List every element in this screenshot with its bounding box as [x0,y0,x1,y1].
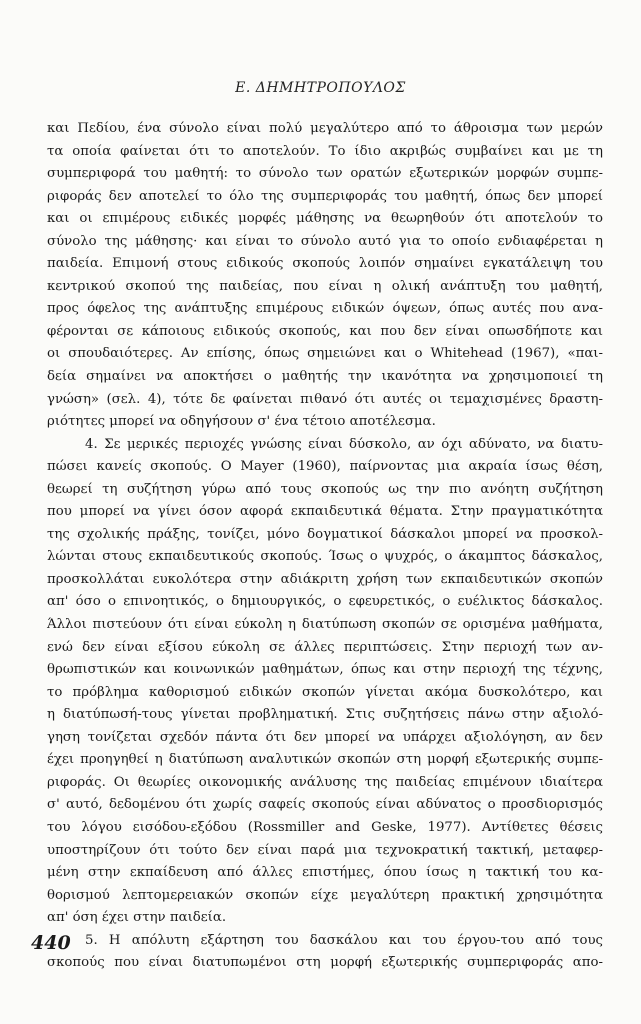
text-line: δεία σημαίνει να αποκτήσει ο μαθητής την ικανότητα να χρησιμοποιεί τη [47,369,603,385]
paragraph-start-line: 4. Σε μερικές περιοχές γνώσης είναι δύσκολο, αν όχι αδύνατο, να διατυ- [85,436,603,452]
text-line: γηση τονίζεται σχεδόν πάντα ότι δεν μπορεί να υπάρχει αξιολόγηση, αν δεν [47,729,603,745]
text-line: και Πεδίου, ένα σύνολο είναι πολύ μεγαλύτερο από το άθροισμα των μερών [47,121,603,136]
text-line: σύνολο της μάθησης· και είναι το σύνολο αυτό για το οποίο ενδιαφέρεται η [47,233,603,249]
text-line: απ' όσο ο επινοητικός, ο δημιουργικός, ο εφευρετικός, ο ευέλικτος δάσκαλος. [47,594,603,610]
text-line: τα οποία φαίνεται ότι το αποτελούν. Το ίδιο ακριβώς συμβαίνει και με τη [47,143,603,159]
text-line: ενώ δεν είναι εξίσου εύκολη σε άλλες περιπτώσεις. Στην περιοχή των αν- [47,639,603,655]
text-line: υποστηρίζουν ότι τούτο δεν είναι παρά μια τεχνοκρατική τακτική, μεταφερ- [47,842,603,858]
text-line: του λόγου εισόδου-εξόδου (Rossmiller and Geske, 1977). Αντίθετες θέσεις [47,819,603,835]
text-line: ριφοράς. Οι θεωρίες οικονομικής ανάλυσης της παιδείας επιμένουν ιδιαίτερα [47,774,603,790]
text-line: σκοπούς που είναι διατυπωμένοι στη μορφή εξωτερικής συμπεριφοράς απο- [47,955,603,971]
text-line: παιδεία. Επιμονή στους ειδικούς σκοπούς λοιπόν σημαίνει εγκατάλειψη του [47,256,603,272]
text-line: Άλλοι πιστεύουν ότι είναι εύκολη η διατύπωση σκοπών σε ορισμένα μαθήματα, [47,617,603,633]
text-line: θρωπιστικών και κοινωνικών μαθημάτων, όπως και στην περιοχή της τέχνης, [47,662,603,678]
paragraph-end-line: απ' όση έχει στην παιδεία. [47,910,227,926]
text-line: και οι επιμέρους ειδικές μορφές μάθησης να θεωρηθούν ότι αποτελούν το [47,211,603,227]
text-line: συμπεριφορά του μαθητή: το σύνολο των ορατών εξωτερικών μορφών συμπε- [47,166,603,182]
text-line: κεντρικού σκοπού της παιδείας, που είναι η ολική ανάπτυξη του μαθητή, [47,278,603,294]
text-line: της σχολικής πράξης, τονίζει, μόνο δογματικοί δάσκαλοι μπορεί να προσκολ- [47,526,603,542]
text-line: λώνται στους εκπαιδευτικούς σκοπούς. Ίσως ο ψυχρός, ο άκαμπτος δάσκαλος, [47,549,603,565]
page-number: 440 [31,932,71,954]
paragraph-start-line: 5. Η απόλυτη εξάρτηση του δασκάλου και του έργου-του από τους [85,932,603,948]
text-line: θεωρεί τη συζήτηση γύρω από τους σκοπούς ως την πιο ανόητη συζήτηση [47,481,603,497]
text-line: προσκολλάται ευκολότερα στην αδιάκριτη χρήση των εκπαιδευτικών σκοπών [47,571,603,587]
text-line: γνώση» (σελ. 4), τότε δε φαίνεται πιθανό ότι αυτές οι τεμαχισμένες δραστη- [47,391,603,407]
text-line: φέρονται σε κάποιους ειδικούς σκοπούς, και που δεν είναι οπωσδήποτε και [47,323,603,339]
text-line: έχει προηγηθεί η διατύπωση αναλυτικών σκοπών στη μορφή εξωτερικής συμπε- [47,752,603,768]
running-head: Ε. ΔΗΜΗΤΡΟΠΟΥΛΟΣ [235,80,406,96]
text-line: οι σπουδαιότερες. Αν επίσης, όπως σημειώνει και ο Whitehead (1967), «παι- [47,346,603,362]
text-line: μένη στην εκπαίδευση από άλλες επιστήμες, όπου ίσως η τακτική του κα- [47,865,603,881]
text-line: που μπορεί να γίνει όσον αφορά εκπαιδευτικά θέματα. Στην πραγματικότητα [47,504,603,520]
text-line: σ' αυτό, δεδομένου ότι χωρίς σαφείς σκοπούς είναι αδύνατος ο προσδιορισμός [47,797,603,813]
paragraph-end-line: ριότητες μπορεί να οδηγήσουν σ' ένα τέτοιο αποτέλεσμα. [47,414,436,430]
text-line: ριφοράς δεν αποτελεί το όλο της συμπεριφοράς του μαθητή, όπως δεν μπορεί [47,188,603,204]
text-line: πώσει κανείς σκοπούς. Ο Mayer (1960), παίρνοντας μια ακραία ίσως θέση, [47,459,603,475]
body-text [47,118,603,975]
text-line: προς όφελος της ανάπτυξης επιμέρους ειδικών όψεων, όπως αυτές που ανα- [47,301,603,317]
text-line: το πρόβλημα καθορισμού ειδικών σκοπών γίνεται ακόμα δυσκολότερο, και [47,684,603,700]
text-line: θορισμού λεπτομερειακών σκοπών είχε μεγαλύτερη πρακτική χρησιμότητα [47,887,603,903]
text-line: η διατύπωσή-τους γίνεται προβληματική. Στις συζητήσεις πάνω στην αξιολό- [47,707,603,723]
